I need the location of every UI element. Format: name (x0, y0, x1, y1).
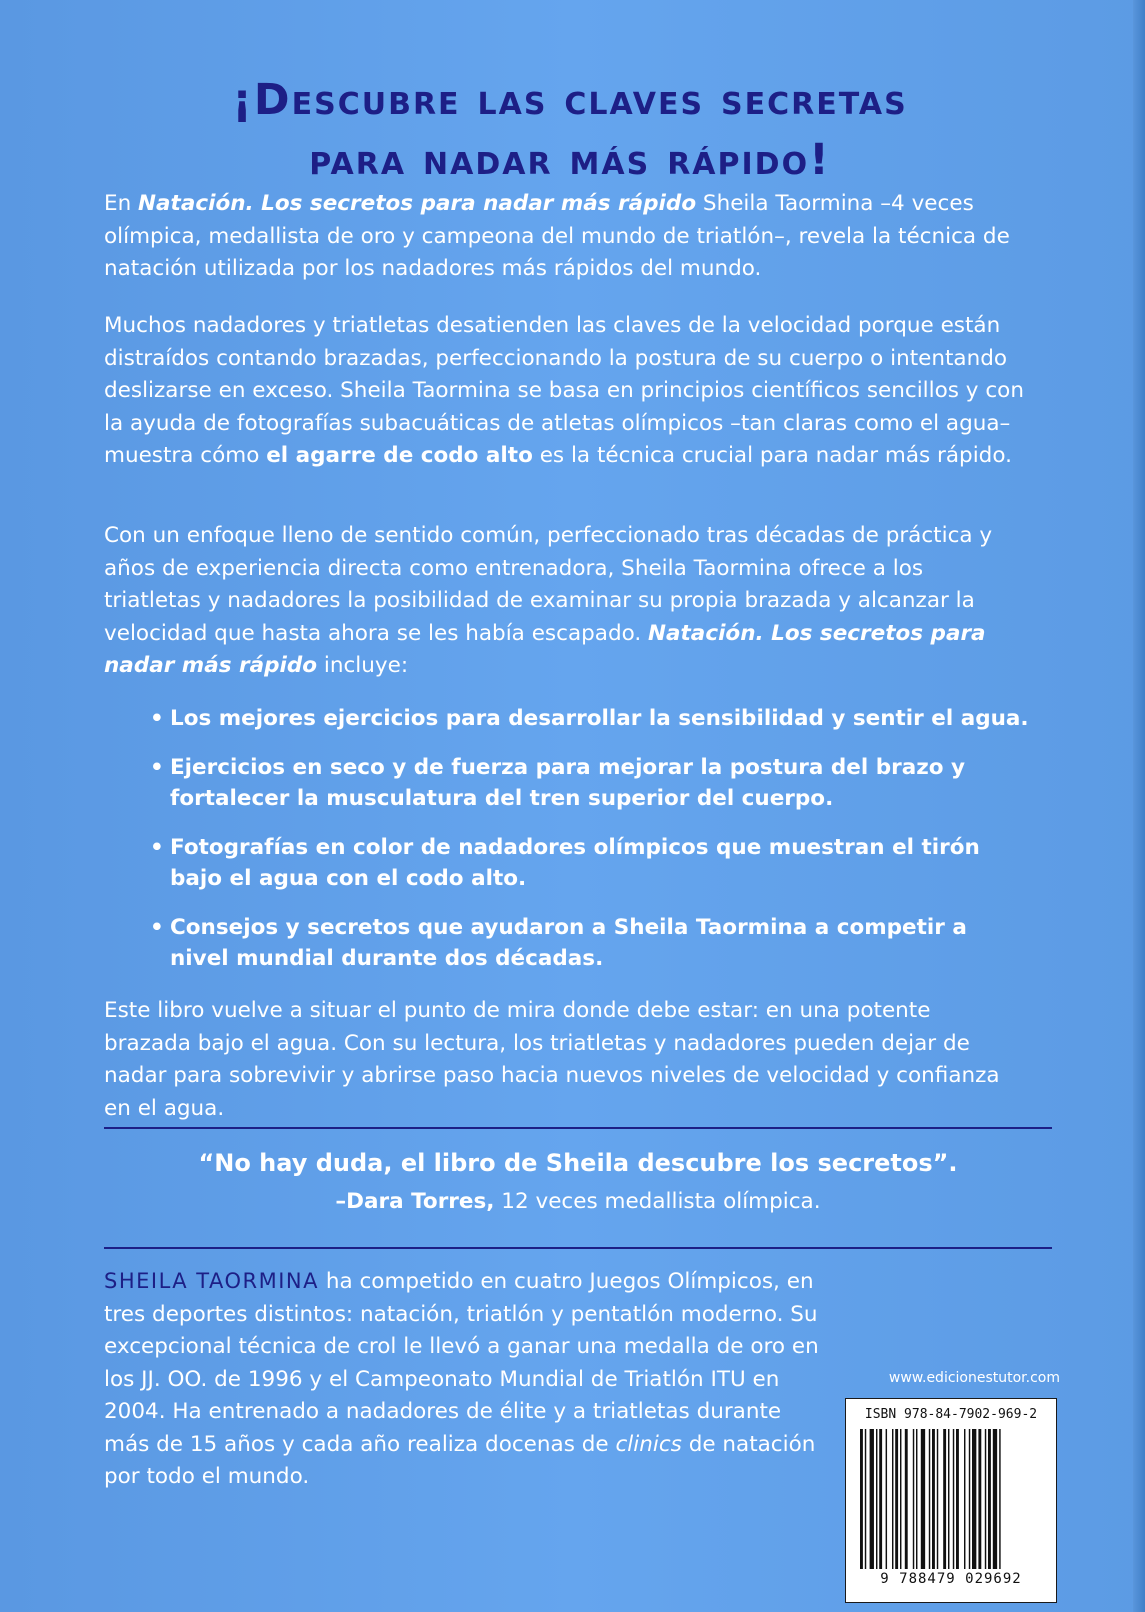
testimonial-attribution (104, 1186, 1052, 1218)
bullet-text: Fotografías en color de nadadores olímpicos que muestran el tirón bajo el agua con el codo alto. (170, 835, 980, 891)
list-item (150, 912, 1030, 974)
intro-paragraph (104, 188, 1024, 286)
book-title-inline-2: Natación. Los secretos para nadar más rápido (104, 620, 986, 678)
cover-edge (1133, 0, 1145, 1612)
bullet-text: Los mejores ejercicios para desarrollar la sensibilidad y sentir el agua. (170, 706, 1029, 731)
third-text-start: Con un enfoque lleno de sentido común, perfeccionado tras décadas de práctica y años de experiencia directa como entrenadora, Sheila Taormina ofrece a los triatletas y nadadores la posibilidad de examinar su propia brazada y alcanzar la velocidad que hasta ahora se les había escapado. (104, 523, 993, 646)
second-paragraph (104, 310, 1024, 473)
divider-top (104, 1127, 1052, 1129)
quote-author: –Dara Torres, (335, 1189, 495, 1214)
second-text-start: Muchos nadadores y triatletas desatienden las claves de la velocidad porque están distraídos contando brazadas, perfeccionando la postura de su cuerpo o intentando deslizarse en exceso. Sheila Taormina se basa en principios científicos sencillos y con la ayuda de fotografías subacuáticas de atletas olímpicos –tan claras como el agua– muestra cómo (104, 313, 1024, 468)
headline-line-2: para nadar más rápido! (309, 135, 831, 185)
intro-text-end: Sheila Taormina –4 veces olímpica, medallista de oro y campeona del mundo de triatlón–, revela la técnica de natación utilizada por los nadadores más rápidos del mundo. (104, 191, 1010, 281)
bullet-icon: • (150, 835, 164, 860)
bio-text-start: ha competido en cuatro Juegos Olímpicos, en tres deportes distintos: natación, triatlón y pentatlón moderno. Su excepcional técnica de crol le llevó a ganar una medalla de oro en los JJ. OO. de 1996 y el Campeonato Mundial de Triatlón ITU en 2004. Ha entrenado a nadadores de élite y a triatletas durante más de 15 años y cada año realiza docenas de (104, 1269, 819, 1457)
closing-paragraph: Este libro vuelve a situar el punto de mira donde debe estar: en una potente brazada bajo el agua. Con su lectura, los triatletas y nadadores pueden dejar de nadar para sobrevivir y abrirse paso hacia nuevos niveles de velocidad y confianza en el agua. (104, 998, 1000, 1121)
bullet-text: Ejercicios en seco y de fuerza para mejorar la postura del brazo y fortalecer la musculatura del tren superior del cuerpo. (170, 755, 966, 811)
barcode-bars (860, 1429, 1046, 1569)
headline-line-1: ¡Descubre las claves secretas (232, 75, 908, 125)
quote-author-description: 12 veces medallista olímpica. (494, 1189, 821, 1214)
barcode (845, 1398, 1057, 1603)
bullet-icon: • (150, 755, 164, 780)
intro-text-start: En (104, 191, 139, 216)
isbn-label: ISBN 978-84-7902-969-2 (864, 1407, 1038, 1422)
list-item (150, 752, 1030, 814)
feature-list (150, 703, 1030, 992)
book-title-inline: Natación. Los secretos para nadar más rápido (138, 191, 697, 216)
bullet-icon: • (150, 706, 164, 731)
barcode-number: 9 788479 029692 (880, 1571, 1022, 1587)
author-bio (104, 1265, 824, 1494)
bio-text-end: de natación por todo el mundo. (104, 1431, 816, 1489)
publisher-website: www.edicionestutor.com (888, 1370, 1060, 1386)
bio-italic-term: clinics (615, 1431, 682, 1457)
bullet-icon: • (150, 915, 164, 940)
third-text-end: incluye: (317, 653, 409, 678)
bullet-text: Consejos y secretos que ayudaron a Sheila Taormina a competir a nivel mundial durante dos décadas. (170, 915, 967, 971)
headline (100, 70, 1040, 190)
third-paragraph (104, 520, 1024, 683)
divider-bottom (104, 1247, 1052, 1249)
list-item (150, 832, 1030, 894)
list-item (150, 703, 1030, 734)
second-text-end: es la técnica crucial para nadar más rápido. (532, 443, 1012, 468)
key-technique: el agarre de codo alto (266, 443, 533, 468)
testimonial-quote: “No hay duda, el libro de Sheila descubre los secretos”. (198, 1149, 958, 1177)
author-name: SHEILA TAORMINA (104, 1269, 320, 1293)
